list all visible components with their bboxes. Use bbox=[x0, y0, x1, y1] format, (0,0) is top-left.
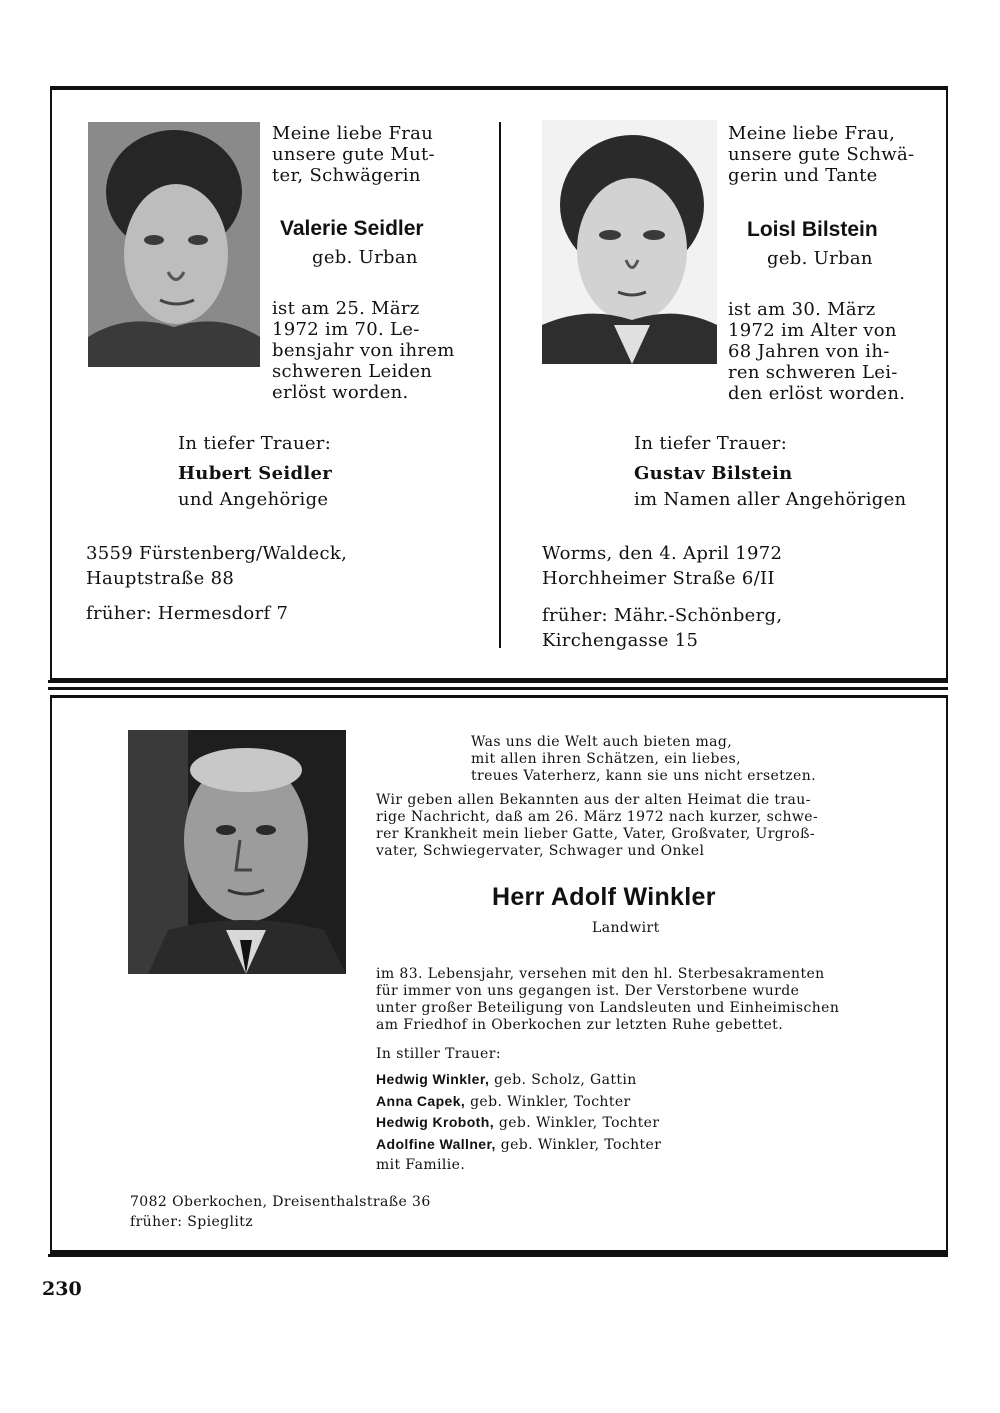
portrait-photo-seidler bbox=[88, 122, 260, 367]
poem-winkler bbox=[471, 734, 816, 785]
intro-text-seidler bbox=[272, 123, 435, 186]
mourner-detail: geb. Winkler, Tochter bbox=[500, 1136, 662, 1153]
text-line: Was uns die Welt auch bieten mag, bbox=[471, 734, 733, 750]
mourner-name: Adolfine Wallner, bbox=[376, 1135, 496, 1152]
text-line: rige Nachricht, daß am 26. März 1972 nach kurzer, schwe- bbox=[376, 809, 819, 825]
text-line: schweren Leiden bbox=[272, 361, 433, 382]
death-text-bilstein bbox=[728, 299, 905, 404]
text-line: am Friedhof in Oberkochen zur letzten Ruhe gebettet. bbox=[376, 1017, 784, 1033]
mourner-detail: geb. Winkler, Tochter bbox=[498, 1115, 660, 1131]
birth-name-seidler: geb. Urban bbox=[312, 247, 418, 268]
column-divider bbox=[499, 122, 501, 648]
mourner-row bbox=[376, 1134, 661, 1156]
mourner-note-seidler: und Angehörige bbox=[178, 489, 329, 510]
text-line: ter, Schwägerin bbox=[272, 165, 421, 186]
occupation-winkler: Landwirt bbox=[592, 920, 660, 936]
text-line: mit allen ihren Schätzen, ein liebes, bbox=[471, 751, 741, 767]
text-line: 1972 im 70. Le- bbox=[272, 319, 420, 340]
death-text-seidler bbox=[272, 298, 455, 403]
former-address-seidler: früher: Hermesdorf 7 bbox=[86, 603, 289, 624]
text-line: bensjahr von ihrem bbox=[272, 340, 455, 361]
text-line: Kirchengasse 15 bbox=[542, 630, 699, 651]
text-line: gerin und Tante bbox=[728, 165, 878, 186]
address-seidler bbox=[86, 541, 347, 591]
deceased-name-bilstein: Loisl Bilstein bbox=[747, 218, 878, 241]
frame-rule bbox=[48, 1254, 948, 1257]
mourner-name: Hedwig Winkler, bbox=[376, 1071, 490, 1087]
page-number: 230 bbox=[42, 1278, 82, 1300]
mourner-detail: geb. Scholz, Gattin bbox=[494, 1072, 637, 1088]
frame-rule bbox=[48, 687, 948, 690]
text-line: unsere gute Mut- bbox=[272, 144, 435, 165]
deceased-name-seidler: Valerie Seidler bbox=[280, 217, 424, 240]
text-line: Worms, den 4. April 1972 bbox=[542, 543, 783, 564]
text-line: ist am 30. März bbox=[728, 299, 876, 320]
family-note: mit Familie. bbox=[376, 1157, 466, 1173]
text-line: Meine liebe Frau bbox=[272, 123, 434, 144]
text-line: erlöst worden. bbox=[272, 382, 409, 403]
announcement-winkler bbox=[376, 792, 818, 860]
mourner-note-bilstein: im Namen aller Angehörigen bbox=[634, 489, 907, 510]
text-line: treues Vaterherz, kann sie uns nicht ersetzen. bbox=[471, 768, 816, 784]
text-line: 3559 Fürstenberg/Waldeck, bbox=[86, 543, 348, 564]
mourner-seidler: Hubert Seidler bbox=[178, 463, 333, 484]
text-line: Wir geben allen Bekannten aus der alten Heimat die trau- bbox=[376, 792, 811, 808]
mourner-bilstein: Gustav Bilstein bbox=[634, 463, 793, 484]
mourning-label-seidler: In tiefer Trauer: bbox=[178, 433, 332, 454]
text-line: ren schweren Lei- bbox=[728, 362, 898, 383]
text-line: Horchheimer Straße 6/II bbox=[542, 568, 775, 589]
address-bilstein bbox=[542, 541, 782, 591]
frame-rule bbox=[48, 680, 948, 683]
text-line: Meine liebe Frau, bbox=[728, 123, 896, 144]
mourner-row bbox=[376, 1069, 661, 1091]
mourner-list-winkler bbox=[376, 1069, 661, 1176]
text-line: unter großer Beteiligung von Landsleuten und Einheimischen bbox=[376, 1000, 840, 1016]
mourner-detail: geb. Winkler, Tochter bbox=[470, 1093, 631, 1110]
text-line: unsere gute Schwä- bbox=[728, 144, 915, 165]
portrait-photo-bilstein bbox=[542, 120, 717, 364]
death-text-winkler bbox=[376, 966, 839, 1034]
deceased-name-winkler: Herr Adolf Winkler bbox=[492, 883, 716, 911]
mourner-name: Anna Capek, bbox=[376, 1092, 466, 1109]
mourner-row bbox=[376, 1112, 661, 1134]
mourner-row bbox=[376, 1091, 661, 1113]
birth-name-bilstein: geb. Urban bbox=[767, 248, 873, 269]
text-line: im 83. Lebensjahr, versehen mit den hl. Sterbesakramenten bbox=[376, 966, 825, 982]
text-line: rer Krankheit mein lieber Gatte, Vater, Großvater, Urgroß- bbox=[376, 826, 815, 842]
text-line: früher: Spieglitz bbox=[130, 1214, 254, 1230]
text-line: ist am 25. März bbox=[272, 298, 420, 319]
text-line: 68 Jahren von ih- bbox=[728, 341, 890, 362]
text-line: für immer von uns gegangen ist. Der Verstorbene wurde bbox=[376, 983, 800, 999]
text-line: früher: Mähr.-Schönberg, bbox=[542, 605, 783, 626]
text-line: vater, Schwiegervater, Schwager und Onkel bbox=[376, 843, 705, 859]
portrait-photo-winkler bbox=[128, 730, 346, 974]
text-line: den erlöst worden. bbox=[728, 383, 906, 404]
intro-text-bilstein bbox=[728, 123, 914, 186]
mourner-name: Hedwig Kroboth, bbox=[376, 1114, 494, 1130]
text-line: 1972 im Alter von bbox=[728, 320, 897, 341]
mourning-label-bilstein: In tiefer Trauer: bbox=[634, 433, 788, 454]
text-line: 7082 Oberkochen, Dreisenthalstraße 36 bbox=[130, 1194, 431, 1210]
text-line: Hauptstraße 88 bbox=[86, 568, 235, 589]
former-address-bilstein bbox=[542, 603, 782, 653]
mourning-label-winkler: In stiller Trauer: bbox=[376, 1046, 501, 1062]
address-winkler bbox=[130, 1192, 431, 1232]
